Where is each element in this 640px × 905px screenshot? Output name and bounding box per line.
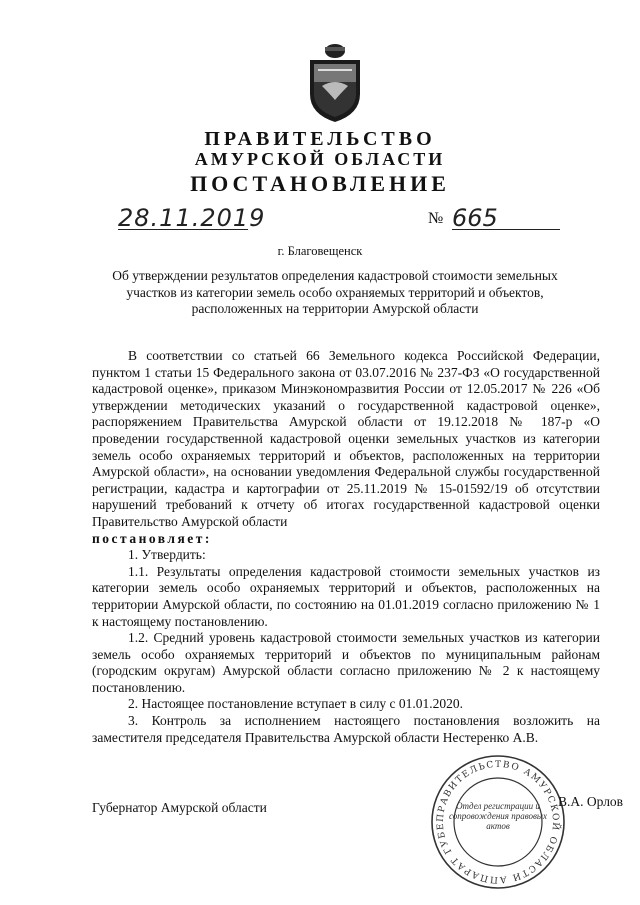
document-number: 665 xyxy=(452,204,498,232)
coat-of-arms-emblem xyxy=(300,42,370,124)
preamble-paragraph: В соответствии со статьей 66 Земельного кодекса Российской Федерации, пунктом 1 статьи 15 Федерального закона от 03.07.2016 № 237-ФЗ «О государственной кадастровой оценке», приказом Минэкономразвития России от 12.05.2017 № 226 «Об утверждении методических указаний о государственной кадастровой оценке», распоряжением Правительства Амурской области от 19.12.2018 № 187-р «О проведении государственной кадастровой оценки земельных участков из категории земель особо охраняемых территорий и объектов, расположенных на территории Амурской области», на основании уведомления Федеральной службы государственной регистрации, кадастра и картографии от 25.11.2019 № 15-01592/19 об отсутствии нарушений требований к отчету об итогах государственной кадастровой оценки Правительство Амурской области xyxy=(92,348,600,529)
item-1-1: 1.1. Результаты определения кадастровой стоимости земельных участков из категории земель особо охраняемых территорий и объектов, расположенных на территории Амурской области, по состоянию на 01.01.2019 согласно приложению № 1 к настоящему постановлению. xyxy=(92,563,600,629)
document-subject: Об утверждении результатов определения кадастровой стоимости земельных участков из категории земель особо охраняемых территорий и объектов, расположенных на территории Амурской области xyxy=(112,268,558,316)
document-type-title: ПОСТАНОВЛЕНИЕ xyxy=(190,171,450,196)
signatory-name: В.А. Орлов xyxy=(558,794,624,809)
item-2: 2. Настоящее постановление вступает в силу с 01.01.2020. xyxy=(128,696,464,712)
stamp-inner-text: Отдел регистрации и сопровождения правовых актов xyxy=(448,801,548,831)
date-underline xyxy=(118,229,248,230)
number-underline xyxy=(452,229,560,230)
item-3: 3. Контроль за исполнением настоящего постановления возложить на заместителя председателя Правительства Амурской области Нестеренко А.В. xyxy=(92,713,600,745)
city-line: г. Благовещенск xyxy=(277,244,363,258)
document-body xyxy=(92,348,600,746)
government-heading: ПРАВИТЕЛЬСТВО xyxy=(204,128,436,150)
item-1-2: 1.2. Средний уровень кадастровой стоимости земельных участков из категории земель особо охраняемых территорий и объектов по муниципальным районам (городским округам) Амурской области согласно приложению № 2 к настоящему постановлению. xyxy=(92,630,600,695)
decree-word: постановляет: xyxy=(92,530,212,546)
stamp-ring-text: ПРАВИТЕЛЬСТВО АМУРСКОЙ ОБЛАСТИ АППАРАТ ГУБЕ xyxy=(435,759,561,885)
document-date: 28.11.2019 xyxy=(118,204,266,232)
region-heading: АМУРСКОЙ ОБЛАСТИ xyxy=(194,149,446,169)
signatory-position: Губернатор Амурской области xyxy=(92,800,267,815)
item-1: 1. Утвердить: xyxy=(128,547,206,563)
number-label: № xyxy=(428,210,444,227)
